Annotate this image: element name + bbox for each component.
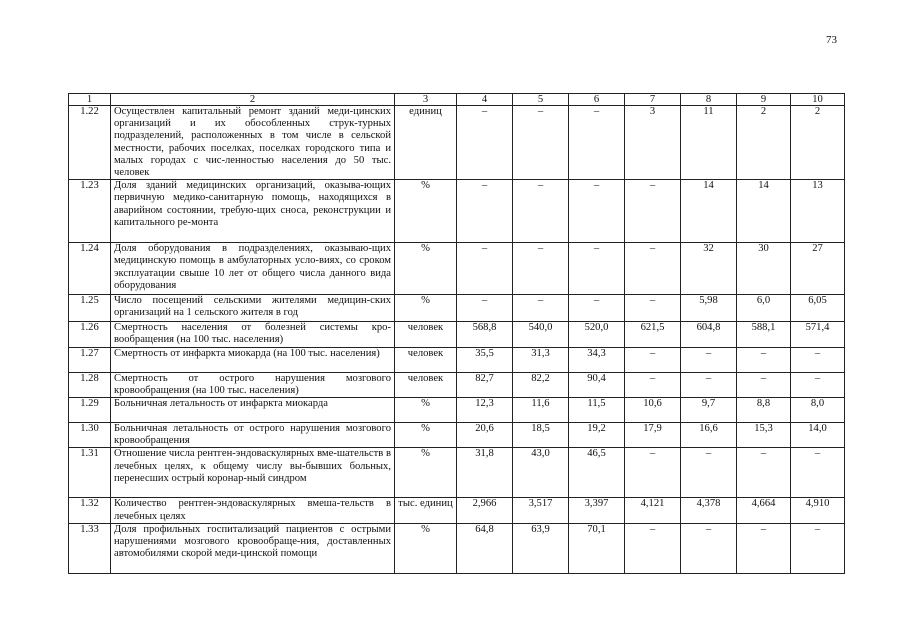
table-body bbox=[69, 94, 845, 574]
value-cell: 4,121 bbox=[625, 498, 681, 523]
row-number: 1.27 bbox=[69, 347, 111, 372]
value-cell: – bbox=[681, 372, 737, 397]
value-cell: 27 bbox=[791, 243, 845, 295]
row-number: 1.22 bbox=[69, 106, 111, 180]
value-cell: 11,6 bbox=[513, 398, 569, 423]
value-cell: 9,7 bbox=[681, 398, 737, 423]
value-cell: 6,05 bbox=[791, 295, 845, 322]
column-number: 2 bbox=[111, 94, 395, 106]
unit-cell: % bbox=[395, 180, 457, 243]
value-cell: 34,3 bbox=[569, 347, 625, 372]
page-number: 73 bbox=[826, 34, 837, 46]
value-cell: 18,5 bbox=[513, 423, 569, 448]
value-cell: – bbox=[513, 243, 569, 295]
value-cell: – bbox=[737, 372, 791, 397]
value-cell: 10,6 bbox=[625, 398, 681, 423]
value-cell: 2,966 bbox=[457, 498, 513, 523]
value-cell: – bbox=[791, 523, 845, 573]
unit-cell: % bbox=[395, 295, 457, 322]
value-cell: – bbox=[513, 295, 569, 322]
value-cell: 14 bbox=[681, 180, 737, 243]
value-cell: – bbox=[457, 243, 513, 295]
value-cell: – bbox=[457, 180, 513, 243]
indicator-text: Количество рентген-эндоваскулярных вмеша-тельств в лечебных целях bbox=[111, 498, 395, 523]
value-cell: 5,98 bbox=[681, 295, 737, 322]
indicator-text: Отношение числа рентген-эндоваскулярных вме-шательств в лечебных целях, к общему числу вы-бывших больных, перенесших острый коронар-ный синдром bbox=[111, 448, 395, 498]
row-number: 1.28 bbox=[69, 372, 111, 397]
value-cell: 63,9 bbox=[513, 523, 569, 573]
value-cell: 604,8 bbox=[681, 322, 737, 347]
value-cell: 19,2 bbox=[569, 423, 625, 448]
value-cell: 540,0 bbox=[513, 322, 569, 347]
unit-cell: % bbox=[395, 398, 457, 423]
row-number: 1.32 bbox=[69, 498, 111, 523]
table-row bbox=[69, 180, 845, 243]
indicators-table bbox=[68, 93, 845, 574]
indicator-text: Смертность от острого нарушения мозгового кровообращения (на 100 тыс. населения) bbox=[111, 372, 395, 397]
value-cell: 3,397 bbox=[569, 498, 625, 523]
table-row bbox=[69, 322, 845, 347]
value-cell: 4,910 bbox=[791, 498, 845, 523]
table-row bbox=[69, 423, 845, 448]
row-number: 1.23 bbox=[69, 180, 111, 243]
row-number: 1.30 bbox=[69, 423, 111, 448]
value-cell: – bbox=[513, 106, 569, 180]
value-cell: – bbox=[569, 243, 625, 295]
value-cell: 14,0 bbox=[791, 423, 845, 448]
value-cell: 568,8 bbox=[457, 322, 513, 347]
value-cell: 31,8 bbox=[457, 448, 513, 498]
value-cell: – bbox=[625, 347, 681, 372]
value-cell: – bbox=[681, 523, 737, 573]
column-number-row bbox=[69, 94, 845, 106]
column-number: 1 bbox=[69, 94, 111, 106]
indicator-text: Смертность населения от болезней системы кро-вообращения (на 100 тыс. населения) bbox=[111, 322, 395, 347]
value-cell: 70,1 bbox=[569, 523, 625, 573]
value-cell: 571,4 bbox=[791, 322, 845, 347]
value-cell: 20,6 bbox=[457, 423, 513, 448]
value-cell: 3 bbox=[625, 106, 681, 180]
column-number: 6 bbox=[569, 94, 625, 106]
value-cell: 2 bbox=[791, 106, 845, 180]
value-cell: – bbox=[737, 448, 791, 498]
column-number: 5 bbox=[513, 94, 569, 106]
table-row bbox=[69, 243, 845, 295]
value-cell: 13 bbox=[791, 180, 845, 243]
column-number: 4 bbox=[457, 94, 513, 106]
indicator-text: Осуществлен капитальный ремонт зданий меди-цинских организаций и их обособленных струк-турных подразделений, расположенных в том числе в сельской местности, рабочих поселках, поселках городского типа и малых городах с чис-ленностью населения до 50 тыс. человек bbox=[111, 106, 395, 180]
value-cell: 8,0 bbox=[791, 398, 845, 423]
table-row bbox=[69, 295, 845, 322]
table-row bbox=[69, 106, 845, 180]
value-cell: 35,5 bbox=[457, 347, 513, 372]
indicator-text: Число посещений сельскими жителями медицин-ских организаций на 1 сельского жителя в год bbox=[111, 295, 395, 322]
column-number: 8 bbox=[681, 94, 737, 106]
value-cell: 15,3 bbox=[737, 423, 791, 448]
unit-cell: человек bbox=[395, 322, 457, 347]
column-number: 7 bbox=[625, 94, 681, 106]
table-row bbox=[69, 448, 845, 498]
value-cell: 2 bbox=[737, 106, 791, 180]
value-cell: – bbox=[737, 523, 791, 573]
value-cell: – bbox=[625, 180, 681, 243]
value-cell: 90,4 bbox=[569, 372, 625, 397]
unit-cell: % bbox=[395, 448, 457, 498]
value-cell: 14 bbox=[737, 180, 791, 243]
indicator-text: Больничная летальность от острого нарушения мозгового кровообращения bbox=[111, 423, 395, 448]
table-row bbox=[69, 347, 845, 372]
unit-cell: % bbox=[395, 423, 457, 448]
value-cell: – bbox=[625, 372, 681, 397]
value-cell: 31,3 bbox=[513, 347, 569, 372]
value-cell: – bbox=[681, 347, 737, 372]
value-cell: 621,5 bbox=[625, 322, 681, 347]
value-cell: – bbox=[681, 448, 737, 498]
column-number: 3 bbox=[395, 94, 457, 106]
value-cell: – bbox=[625, 295, 681, 322]
unit-cell: единиц bbox=[395, 106, 457, 180]
row-number: 1.25 bbox=[69, 295, 111, 322]
value-cell: 16,6 bbox=[681, 423, 737, 448]
value-cell: 588,1 bbox=[737, 322, 791, 347]
indicator-text: Смертность от инфаркта миокарда (на 100 тыс. населения) bbox=[111, 347, 395, 372]
value-cell: 4,378 bbox=[681, 498, 737, 523]
column-number: 10 bbox=[791, 94, 845, 106]
unit-cell: тыс. единиц bbox=[395, 498, 457, 523]
value-cell: – bbox=[569, 106, 625, 180]
indicator-text: Доля зданий медицинских организаций, оказыва-ющих первичную медико-санитарную помощь, находящихся в аварийном состоянии, требую-щих сноса, реконструкции и капитального ре-монта bbox=[111, 180, 395, 243]
value-cell: 82,2 bbox=[513, 372, 569, 397]
indicator-text: Больничная летальность от инфаркта миокарда bbox=[111, 398, 395, 423]
column-number: 9 bbox=[737, 94, 791, 106]
value-cell: 3,517 bbox=[513, 498, 569, 523]
value-cell: – bbox=[457, 106, 513, 180]
indicator-text: Доля профильных госпитализаций пациентов с острыми нарушениями мозгового кровообраще-ния, доставленных автомобилями скорой меди-цинской помощи bbox=[111, 523, 395, 573]
value-cell: – bbox=[513, 180, 569, 243]
value-cell: 43,0 bbox=[513, 448, 569, 498]
unit-cell: % bbox=[395, 523, 457, 573]
row-number: 1.29 bbox=[69, 398, 111, 423]
indicator-text: Доля оборудования в подразделениях, оказываю-щих медицинскую помощь в амбулаторных усло-виях, со сроком эксплуатации свыше 10 лет от общего числа данного вида оборудования bbox=[111, 243, 395, 295]
value-cell: 64,8 bbox=[457, 523, 513, 573]
table-row bbox=[69, 398, 845, 423]
row-number: 1.33 bbox=[69, 523, 111, 573]
value-cell: – bbox=[569, 295, 625, 322]
value-cell: 46,5 bbox=[569, 448, 625, 498]
table-row bbox=[69, 523, 845, 573]
value-cell: 30 bbox=[737, 243, 791, 295]
value-cell: 32 bbox=[681, 243, 737, 295]
unit-cell: человек bbox=[395, 347, 457, 372]
value-cell: – bbox=[457, 295, 513, 322]
table-row bbox=[69, 372, 845, 397]
row-number: 1.26 bbox=[69, 322, 111, 347]
value-cell: 11 bbox=[681, 106, 737, 180]
value-cell: – bbox=[791, 448, 845, 498]
value-cell: 6,0 bbox=[737, 295, 791, 322]
value-cell: – bbox=[625, 243, 681, 295]
value-cell: 12,3 bbox=[457, 398, 513, 423]
value-cell: – bbox=[625, 448, 681, 498]
value-cell: – bbox=[791, 347, 845, 372]
table-row bbox=[69, 498, 845, 523]
unit-cell: человек bbox=[395, 372, 457, 397]
value-cell: 4,664 bbox=[737, 498, 791, 523]
value-cell: – bbox=[569, 180, 625, 243]
value-cell: 17,9 bbox=[625, 423, 681, 448]
value-cell: 520,0 bbox=[569, 322, 625, 347]
value-cell: – bbox=[791, 372, 845, 397]
row-number: 1.24 bbox=[69, 243, 111, 295]
value-cell: 11,5 bbox=[569, 398, 625, 423]
value-cell: 8,8 bbox=[737, 398, 791, 423]
value-cell: 82,7 bbox=[457, 372, 513, 397]
value-cell: – bbox=[625, 523, 681, 573]
row-number: 1.31 bbox=[69, 448, 111, 498]
unit-cell: % bbox=[395, 243, 457, 295]
value-cell: – bbox=[737, 347, 791, 372]
